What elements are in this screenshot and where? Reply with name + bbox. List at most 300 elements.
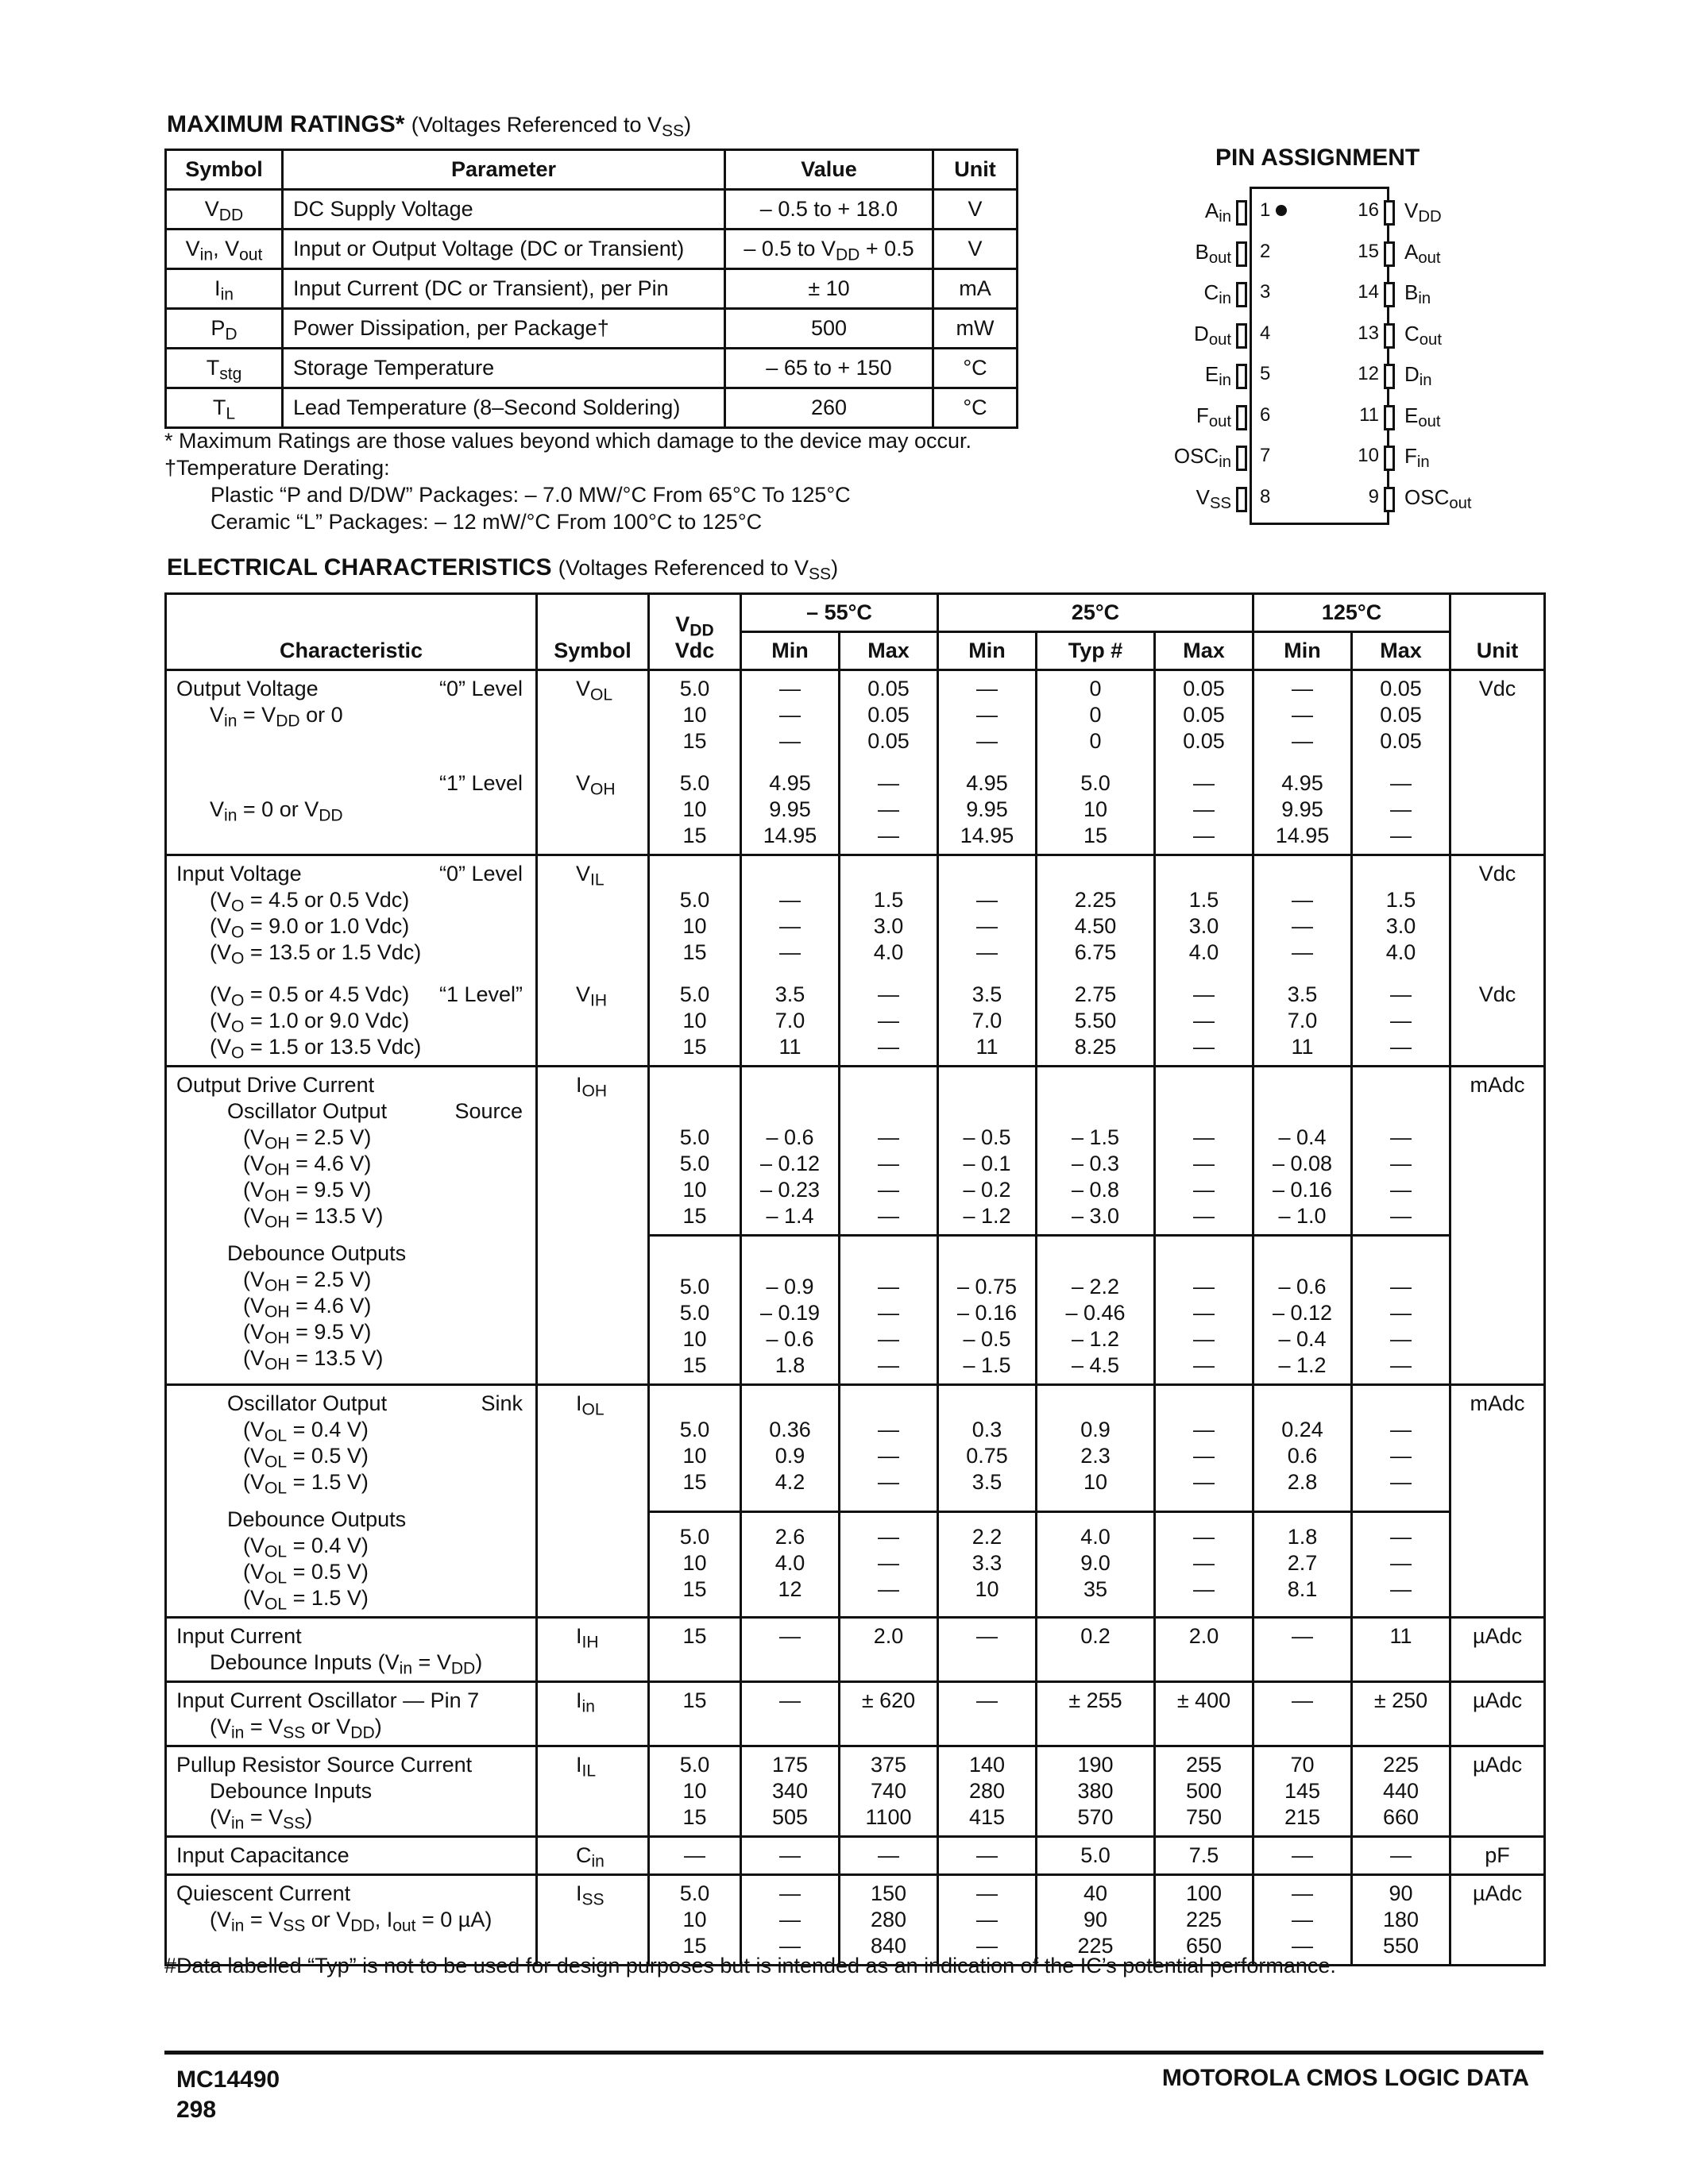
value: – 0.6	[766, 1327, 814, 1351]
typ25-cell	[1037, 1682, 1155, 1746]
value: 90	[1389, 1881, 1413, 1905]
text: I	[576, 1881, 582, 1905]
value: ± 255	[1068, 1688, 1122, 1712]
min125-cell	[1253, 1837, 1352, 1875]
value: —	[976, 914, 999, 938]
footer-left	[176, 2065, 280, 2125]
symbol-cell	[537, 970, 649, 1067]
value: —	[976, 1688, 999, 1712]
col-typ: Typ #	[1037, 632, 1155, 670]
max25-cell	[1155, 1618, 1253, 1682]
value: – 3.0	[1071, 1204, 1120, 1228]
elec-title: ELECTRICAL CHARACTERISTICS	[167, 554, 552, 581]
value: 440	[1382, 1779, 1420, 1803]
table-row	[166, 1067, 1545, 1236]
value: 280	[968, 1779, 1006, 1803]
value: —	[1292, 1881, 1314, 1905]
value: —	[1193, 1418, 1215, 1441]
text: (V	[243, 1586, 265, 1610]
text: DD	[450, 1659, 476, 1678]
value: —	[878, 771, 899, 795]
value: 4.0	[1080, 1525, 1111, 1549]
text: = 9.0 or 1.0 Vdc)	[244, 914, 410, 938]
value: 5.0	[1080, 1843, 1111, 1867]
value: —	[1390, 982, 1412, 1006]
vdd-cell	[649, 1385, 741, 1512]
value: 2.7	[1287, 1551, 1318, 1576]
typ25-cell	[1037, 1618, 1155, 1682]
typ25-cell	[1037, 1837, 1155, 1875]
value: —	[779, 677, 801, 700]
pin-15-number: 15	[1358, 240, 1379, 262]
condition-line	[176, 982, 409, 1008]
max125-cell	[1352, 1067, 1450, 1236]
value: —	[1390, 771, 1412, 795]
symbol-cell	[537, 759, 649, 855]
vdd-cell	[649, 1236, 741, 1385]
footer-brand: MOTOROLA CMOS LOGIC DATA	[1161, 2065, 1529, 2091]
pin-4-label	[1194, 321, 1231, 349]
char-line	[176, 797, 535, 823]
typ25-cell	[1037, 1875, 1155, 1966]
col-min: Min	[741, 632, 840, 670]
text: out	[392, 1916, 416, 1935]
value: —	[1390, 1577, 1412, 1602]
value: 10	[682, 914, 707, 938]
value: —	[779, 1688, 801, 1712]
value: 0	[1089, 729, 1102, 753]
condition-line	[176, 1585, 535, 1614]
value: 550	[1382, 1934, 1420, 1958]
table-row	[166, 970, 1545, 1067]
symbol-cell	[537, 1385, 649, 1618]
text: = 4.6 V)	[289, 1294, 372, 1318]
min125-cell	[1253, 855, 1352, 971]
unit-cell: V	[933, 190, 1018, 230]
value: 840	[870, 1934, 907, 1958]
subscript: OL	[590, 685, 613, 704]
value: 10	[682, 703, 707, 727]
value: 11	[975, 1035, 999, 1059]
max-ratings-heading	[167, 111, 692, 141]
value: 0.3	[971, 1418, 1002, 1441]
subscript: O	[231, 1017, 245, 1036]
value: —	[1193, 1327, 1215, 1351]
max55-cell	[840, 759, 938, 855]
max125-cell	[1352, 1682, 1450, 1746]
value: 3.5	[971, 1470, 1002, 1494]
subscript: in	[591, 1852, 605, 1871]
text: I	[576, 1391, 582, 1415]
text: = 1.5 V)	[287, 1470, 369, 1494]
table-row	[166, 269, 1018, 309]
min25-cell	[938, 855, 1037, 971]
text: V	[1404, 199, 1419, 222]
value: 15	[682, 940, 707, 964]
subscript: in	[581, 1697, 595, 1716]
table-row	[166, 190, 1018, 230]
max55-cell	[840, 1618, 938, 1682]
max25-cell	[1155, 1746, 1253, 1837]
part-number: MC14490	[176, 2066, 280, 2093]
unit-cell: mAdc	[1450, 1067, 1545, 1385]
char-line	[176, 1714, 535, 1740]
char-line	[840, 1248, 937, 1274]
value-cell: 260	[725, 388, 933, 428]
char-line	[176, 1495, 535, 1507]
value: —	[878, 1178, 899, 1202]
value: —	[1292, 1624, 1314, 1648]
text: I	[576, 1753, 582, 1777]
subscript: OL	[265, 1569, 288, 1588]
subscript: in	[1219, 453, 1231, 472]
char-line: Pullup Resistor Source Current	[176, 1753, 473, 1777]
unit-cell: mW	[933, 309, 1018, 349]
value: 15	[682, 1688, 707, 1712]
text: OSC	[1173, 444, 1219, 468]
pin-12-label	[1404, 362, 1432, 390]
text: B	[1404, 280, 1419, 304]
characteristic-cell	[166, 670, 537, 760]
value: —	[1390, 1327, 1412, 1351]
min25-cell	[938, 1512, 1037, 1618]
unit-cell: pF	[1450, 1837, 1545, 1875]
unit-cell: µAdc	[1450, 1682, 1545, 1746]
subscript: in	[1419, 372, 1432, 390]
text: = 4.6 V)	[289, 1152, 372, 1175]
value: 10	[682, 1551, 707, 1576]
value: —	[1193, 797, 1215, 821]
value: – 1.4	[766, 1204, 814, 1228]
text: (V	[243, 1444, 265, 1468]
col-symbol: Symbol	[537, 594, 649, 670]
value: —	[976, 1843, 999, 1867]
pin-7-number: 7	[1260, 445, 1271, 466]
value: 5.0	[679, 677, 710, 700]
parameter-cell: Input or Output Voltage (DC or Transient)	[283, 230, 725, 269]
value: – 0.3	[1071, 1152, 1120, 1175]
value: —	[779, 1908, 801, 1931]
value: 0.05	[867, 703, 910, 727]
parameter-cell: Input Current (DC or Transient), per Pin	[283, 269, 725, 309]
pin-5-number: 5	[1260, 363, 1271, 384]
unit-cell: V	[933, 230, 1018, 269]
text: (V	[243, 1178, 265, 1202]
value: 0.6	[1287, 1444, 1318, 1468]
value: 3.5	[971, 982, 1002, 1006]
text: in	[231, 1916, 245, 1935]
subscript: OH	[581, 1082, 608, 1101]
value-cell: – 65 to + 150	[725, 349, 933, 388]
typ25-cell	[1037, 1512, 1155, 1618]
text: C	[1203, 280, 1219, 304]
subscript: O	[231, 949, 245, 968]
text: (V	[243, 1560, 265, 1584]
value: —	[878, 1444, 899, 1468]
vdd-cell	[649, 1837, 741, 1875]
text: (V	[243, 1346, 265, 1370]
pin-1-tab	[1236, 200, 1247, 226]
value: 0.05	[1183, 677, 1225, 700]
value: 40	[1083, 1881, 1108, 1905]
min125-cell	[1253, 1385, 1352, 1512]
value: 0.9	[1080, 1418, 1111, 1441]
text: = 13.5 V)	[289, 1346, 384, 1370]
value: 10	[682, 797, 707, 821]
value: 215	[1284, 1805, 1321, 1829]
subscript: OH	[590, 780, 616, 799]
value: —	[779, 1881, 801, 1905]
condition-line	[176, 1203, 535, 1232]
condition-line	[176, 887, 535, 916]
parameter-cell: Storage Temperature	[283, 349, 725, 388]
char-line: Debounce Outputs	[227, 1241, 407, 1265]
value: —	[976, 1624, 999, 1648]
char-line: Output Drive Current	[176, 1073, 375, 1097]
text: Input Voltage	[176, 862, 302, 886]
char-line	[176, 1098, 535, 1125]
pin-8-label	[1196, 485, 1231, 510]
text: (V	[243, 1152, 265, 1175]
min125-cell	[1253, 1746, 1352, 1837]
value: 2.3	[1080, 1444, 1111, 1468]
subscript: OH	[265, 1329, 290, 1348]
char-line: Input Capacitance	[176, 1843, 350, 1867]
value: – 0.46	[1065, 1301, 1126, 1325]
subscript: out	[1208, 412, 1231, 430]
table-row	[166, 1746, 1545, 1837]
value: – 0.6	[1278, 1275, 1327, 1298]
min55-cell	[741, 1682, 840, 1746]
max25-cell	[1155, 1385, 1253, 1512]
value: —	[779, 1843, 801, 1867]
value-cell: ± 10	[725, 269, 933, 309]
value: —	[1292, 940, 1314, 964]
value: 9.95	[966, 797, 1008, 821]
min125-cell	[1253, 759, 1352, 855]
value: 4.0	[1188, 940, 1219, 964]
subscript: OH	[265, 1276, 290, 1295]
characteristic-cell	[166, 1067, 537, 1385]
value: —	[1193, 982, 1215, 1006]
min55-cell	[741, 1837, 840, 1875]
text: = 0.4 V)	[287, 1534, 369, 1557]
subscript: OL	[265, 1542, 288, 1561]
elec-heading	[167, 554, 839, 584]
unit-cell: µAdc	[1450, 1618, 1545, 1682]
max55-cell	[840, 1385, 938, 1512]
value: 5.0	[679, 1125, 710, 1149]
char-line	[176, 1804, 535, 1831]
text: (V	[210, 1035, 231, 1059]
text: = V	[244, 1908, 284, 1931]
max125-cell	[1352, 1875, 1450, 1966]
max55-cell	[840, 1837, 938, 1875]
text: (V	[210, 1805, 231, 1829]
char-line	[176, 982, 535, 1008]
text: in	[231, 1814, 245, 1833]
vdd-cell	[649, 1618, 741, 1682]
table-row	[166, 670, 1545, 760]
value: —	[779, 703, 801, 727]
note-plastic: Plastic “P and D/DW” Packages: – 7.0 MW/°C From 65°C To 125°C	[211, 483, 851, 507]
value: 15	[682, 1470, 707, 1494]
value: 4.50	[1074, 914, 1117, 938]
char-line: Input Current	[176, 1624, 302, 1648]
value: – 1.2	[963, 1204, 1011, 1228]
value: 35	[1083, 1577, 1108, 1602]
char-line	[1254, 1248, 1350, 1274]
typ-footnote: #Data labelled “Typ” is not to be used for design purposes but is intended as an indication of the IC’s potential performance.	[164, 1954, 1336, 1978]
min25-cell	[938, 1067, 1037, 1236]
text: DD	[350, 1916, 375, 1935]
subscript: OH	[265, 1134, 290, 1153]
value: – 0.2	[963, 1178, 1011, 1202]
min25-cell	[938, 759, 1037, 855]
subscript: OL	[265, 1479, 288, 1498]
text: V	[576, 862, 591, 886]
condition-line	[176, 1417, 535, 1443]
value: —	[1292, 888, 1314, 912]
subscript: O	[231, 991, 245, 1010]
subscript: in	[1418, 290, 1431, 308]
max25-cell	[1155, 970, 1253, 1067]
text: = V	[244, 1805, 284, 1829]
unit-cell: Vdc	[1450, 855, 1545, 971]
value: —	[1193, 1551, 1215, 1576]
min125-cell	[1253, 670, 1352, 760]
footer-rule	[164, 2051, 1543, 2055]
symbol-cell	[537, 1618, 649, 1682]
value: 15	[1083, 824, 1108, 847]
value: —	[779, 729, 801, 753]
col-temp-25: 25°C	[938, 594, 1253, 632]
value: – 0.16	[1272, 1178, 1333, 1202]
char-line: Debounce Inputs	[210, 1779, 373, 1803]
value: 15	[682, 1204, 707, 1228]
text: = 0.4 V)	[287, 1418, 369, 1441]
value: 4.95	[1281, 771, 1323, 795]
value: 1100	[865, 1805, 912, 1829]
pin-6-number: 6	[1260, 403, 1271, 426]
value-cell: – 0.5 to + 18.0	[725, 190, 933, 230]
value: 11	[1389, 1624, 1412, 1648]
text: Oscillator Output	[227, 1391, 388, 1415]
value: 3.0	[1385, 914, 1416, 938]
symbol-cell	[537, 855, 649, 971]
symbol-cell: $I_{in}$	[166, 269, 283, 309]
value: 10	[682, 1009, 707, 1032]
value: 5.0	[1080, 771, 1111, 795]
value: 6.75	[1074, 940, 1117, 964]
subscript: in	[1416, 453, 1430, 472]
pin-10-tab	[1384, 446, 1395, 471]
text: = 9.5 V)	[289, 1320, 372, 1344]
subscript: IL	[590, 870, 605, 889]
value: – 0.5	[963, 1125, 1011, 1149]
value: 5.0	[679, 1301, 710, 1325]
typ25-cell	[1037, 1385, 1155, 1512]
value: 0	[1089, 677, 1102, 700]
value: 4.0	[873, 940, 904, 964]
value: 0.05	[1183, 729, 1225, 753]
col-max: Max	[840, 632, 938, 670]
unit-cell: °C	[933, 388, 1018, 428]
value: —	[1292, 1934, 1314, 1958]
subscript: in	[1219, 290, 1231, 308]
value: 0.2	[1080, 1624, 1111, 1648]
text: = 13.5 V)	[289, 1204, 384, 1228]
text: (V	[243, 1125, 265, 1149]
text: = 0.5 V)	[287, 1444, 369, 1468]
max125-cell	[1352, 1746, 1450, 1837]
condition-line	[176, 1443, 535, 1472]
pin-14-tab	[1384, 282, 1395, 307]
value: 415	[968, 1805, 1006, 1829]
max55-cell	[840, 1236, 938, 1385]
value: 0.36	[769, 1418, 811, 1441]
min25-cell	[938, 970, 1037, 1067]
min55-cell	[741, 670, 840, 760]
table-row	[166, 309, 1018, 349]
value: —	[1390, 1525, 1412, 1549]
vdd-cell	[649, 1875, 741, 1966]
text: or 0	[299, 703, 343, 727]
unit-cell: µAdc	[1450, 1746, 1545, 1837]
value: 2.8	[1287, 1470, 1318, 1494]
value: 4.95	[966, 771, 1008, 795]
table-row	[166, 388, 1018, 428]
max125-cell	[1352, 1837, 1450, 1875]
char-line	[650, 1248, 740, 1274]
subscript: OH	[265, 1160, 290, 1179]
condition-line	[176, 1267, 535, 1293]
value: —	[1390, 824, 1412, 847]
min25-cell	[938, 1385, 1037, 1512]
value: 10	[1083, 797, 1108, 821]
value: 4.0	[774, 1551, 805, 1576]
parameter-cell: Lead Temperature (8–Second Soldering)	[283, 388, 725, 428]
text: = 1.0 or 9.0 Vdc)	[244, 1009, 410, 1032]
col-unit: Unit	[933, 150, 1018, 190]
value: 280	[870, 1908, 907, 1931]
value: 10	[682, 1327, 707, 1351]
value: 5.0	[679, 1753, 710, 1777]
value: – 0.1	[963, 1152, 1011, 1175]
value: – 1.0	[1278, 1204, 1327, 1228]
value: 0.05	[867, 729, 910, 753]
value: —	[976, 703, 999, 727]
value: —	[1390, 1178, 1412, 1202]
text: )	[475, 1650, 483, 1674]
max-ratings-notes	[164, 427, 971, 535]
char-line: Input Current Oscillator — Pin 7	[176, 1688, 480, 1712]
pin-12-tab	[1384, 364, 1395, 389]
text: = 1.5 or 13.5 Vdc)	[244, 1035, 422, 1059]
max-ratings-table	[164, 149, 1018, 429]
value: – 0.4	[1278, 1327, 1327, 1351]
text: (V	[210, 982, 231, 1006]
value: —	[878, 1327, 899, 1351]
value: – 0.9	[766, 1275, 814, 1298]
subscript: IH	[581, 1633, 599, 1652]
table-row	[166, 1837, 1545, 1875]
typ25-cell	[1037, 1236, 1155, 1385]
unit-cell: µAdc	[1450, 1875, 1545, 1966]
value: —	[1193, 824, 1215, 847]
char-line: Quiescent Current	[176, 1881, 351, 1905]
condition-line	[176, 1345, 535, 1372]
